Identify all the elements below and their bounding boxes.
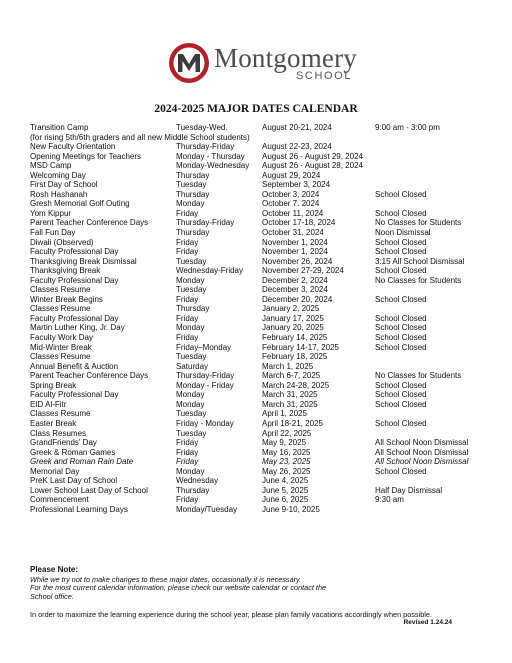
event-days: Thursday-Friday bbox=[176, 218, 235, 228]
table-row bbox=[30, 343, 500, 353]
school-logo bbox=[168, 42, 368, 88]
event-dates: April 22, 2025 bbox=[262, 428, 312, 438]
event-name: Faculty Professional Day bbox=[30, 390, 119, 400]
table-row bbox=[30, 495, 500, 505]
event-days: Friday bbox=[176, 313, 199, 323]
event-dates: October 17-18, 2024 bbox=[262, 218, 336, 228]
event-dates: January 2, 2025 bbox=[262, 304, 320, 314]
event-note: 9:00 am - 3:00 pm bbox=[375, 123, 440, 132]
event-days: Friday bbox=[176, 247, 199, 257]
event-days: Tuesday-Wed. bbox=[176, 123, 228, 132]
event-name: Opening Meetings for Teachers bbox=[30, 151, 142, 161]
event-dates: December 2, 2024 bbox=[262, 275, 328, 285]
table-row bbox=[30, 295, 500, 305]
event-days: Friday bbox=[176, 237, 199, 247]
event-days: Friday bbox=[176, 208, 199, 218]
event-dates: June 6, 2025 bbox=[262, 495, 309, 505]
event-name: Annual Benefit & Auction bbox=[30, 361, 119, 371]
event-dates: June 5, 2025 bbox=[262, 485, 309, 495]
event-name: Easter Break bbox=[30, 418, 77, 428]
event-name: Classes Resume bbox=[30, 352, 91, 362]
event-name: Faculty Work Day bbox=[30, 333, 93, 343]
event-dates: April 18-21, 2025 bbox=[262, 418, 323, 428]
event-days: Friday bbox=[176, 294, 199, 304]
event-days: Monday bbox=[176, 323, 205, 333]
note-title: Please Note: bbox=[30, 565, 79, 574]
event-name: Rosh Hashanah bbox=[30, 189, 88, 199]
table-row bbox=[30, 314, 500, 324]
event-name: Memorial Day bbox=[30, 466, 80, 476]
table-row bbox=[30, 133, 500, 143]
event-days: Friday bbox=[176, 457, 199, 467]
table-row bbox=[30, 419, 500, 429]
event-dates: October 7. 2024 bbox=[262, 199, 320, 209]
logo-school: SCHOOL bbox=[296, 70, 353, 82]
event-note: 3:15 All School Dismissal bbox=[375, 256, 465, 266]
table-row bbox=[30, 257, 500, 267]
event-dates: August 26 - August 29, 2024 bbox=[262, 151, 363, 161]
table-row bbox=[30, 276, 500, 286]
event-note: School Closed bbox=[375, 418, 427, 428]
event-name: Parent Teacher Conference Days bbox=[30, 371, 149, 381]
table-row bbox=[30, 142, 500, 152]
event-note: No Classes for Students bbox=[375, 275, 462, 285]
event-dates: May 26, 2025 bbox=[262, 466, 311, 476]
event-name: Faculty Professional Day bbox=[30, 275, 119, 285]
table-row bbox=[30, 381, 500, 391]
event-note: 9:30 am bbox=[375, 495, 404, 505]
note-line: For the most current calendar information, please check our website calendar or contact the bbox=[30, 583, 327, 593]
event-days: Friday bbox=[176, 447, 199, 457]
table-row bbox=[30, 190, 500, 200]
note-line: While we try not to make changes to these major dates, occasionally it is necessary. bbox=[30, 574, 302, 584]
table-row bbox=[30, 409, 500, 419]
event-days: Monday bbox=[176, 466, 205, 476]
event-days: Friday - Monday bbox=[176, 418, 234, 428]
event-dates: August 29, 2024 bbox=[262, 170, 321, 180]
event-note: School Closed bbox=[375, 323, 427, 333]
event-name: New Faculty Orientation bbox=[30, 142, 116, 152]
event-dates: August 20-21, 2024 bbox=[262, 123, 332, 132]
event-days: Saturday bbox=[176, 361, 209, 371]
event-note: Noon Dismissal bbox=[375, 228, 431, 238]
event-name: Yom Kippur bbox=[30, 208, 72, 218]
table-row bbox=[30, 467, 500, 477]
footer-text: In order to maximize the learning experience during the school year, please plan family vacations accordingly when possible. bbox=[30, 610, 432, 619]
dates-table bbox=[30, 123, 500, 514]
event-dates: January 17, 2025 bbox=[262, 313, 324, 323]
table-row bbox=[30, 266, 500, 276]
event-days: Wednesday-Friday bbox=[176, 266, 243, 276]
table-row bbox=[30, 438, 500, 448]
event-name: MSD Camp bbox=[30, 161, 72, 171]
event-name: First Day of School bbox=[30, 180, 98, 190]
table-row bbox=[30, 429, 500, 439]
event-days: Thursday bbox=[176, 189, 210, 199]
table-row bbox=[30, 333, 500, 343]
event-dates: May 9, 2025 bbox=[262, 438, 307, 448]
page-title: 2024-2025 MAJOR DATES CALENDAR bbox=[154, 103, 358, 115]
event-note: All School Noon Dismissal bbox=[375, 438, 469, 448]
event-dates: August 22-23, 2024 bbox=[262, 142, 332, 152]
event-note: School Closed bbox=[375, 247, 427, 257]
event-dates: November 27-29, 2024 bbox=[262, 266, 344, 276]
event-dates: March 31, 2025 bbox=[262, 390, 318, 400]
event-note: School Closed bbox=[375, 399, 427, 409]
event-name: Martin Luther King, Jr. Day bbox=[30, 323, 125, 333]
event-name: Faculty Professional Day bbox=[30, 247, 119, 257]
event-days: Thursday bbox=[176, 170, 210, 180]
event-dates: October 31, 2024 bbox=[262, 228, 324, 238]
event-days: Thursday-Friday bbox=[176, 142, 235, 152]
event-dates: December 3, 2024 bbox=[262, 285, 328, 295]
event-days: Friday–Monday bbox=[176, 342, 232, 352]
event-note: School Closed bbox=[375, 208, 427, 218]
table-row bbox=[30, 218, 500, 228]
table-row bbox=[30, 304, 500, 314]
please-note bbox=[30, 566, 490, 601]
event-dates: October 11, 2024 bbox=[262, 208, 324, 218]
note-line: School office. bbox=[30, 591, 74, 601]
table-row bbox=[30, 323, 500, 333]
event-dates: December 20, 2024 bbox=[262, 294, 333, 304]
event-name: Winter Break Begins bbox=[30, 294, 103, 304]
event-days: Friday bbox=[176, 438, 199, 448]
event-note: School Closed bbox=[375, 390, 427, 400]
table-row bbox=[30, 400, 500, 410]
revised-date: Revised 1.24.24 bbox=[403, 619, 452, 626]
event-name: Thanksgiving Break Dismissal bbox=[30, 256, 137, 266]
event-days: Monday/Tuesday bbox=[176, 504, 238, 514]
event-note: School Closed bbox=[375, 266, 427, 276]
table-row bbox=[30, 247, 500, 257]
event-dates: March 6-7, 2025 bbox=[262, 371, 321, 381]
event-note: No Classes for Students bbox=[375, 218, 462, 228]
event-dates: April 1, 2025 bbox=[262, 409, 307, 419]
event-dates: March 1, 2025 bbox=[262, 361, 314, 371]
event-note: School Closed bbox=[375, 333, 427, 343]
event-name: Commencement bbox=[30, 495, 89, 505]
event-days: Monday bbox=[176, 199, 205, 209]
event-note: School Closed bbox=[375, 313, 427, 323]
event-note: Half Day Dismissal bbox=[375, 485, 443, 495]
event-days: Monday bbox=[176, 275, 205, 285]
event-note: All School Noon Dismissal bbox=[375, 457, 469, 467]
event-days: Thursday bbox=[176, 228, 210, 238]
event-name: Mid-Winter Break bbox=[30, 342, 92, 352]
event-dates: May 23, 2025 bbox=[262, 457, 311, 467]
event-note: School Closed bbox=[375, 342, 427, 352]
event-dates: June 4, 2025 bbox=[262, 476, 309, 486]
event-note: School Closed bbox=[375, 380, 427, 390]
event-name: Parent Teacher Conference Days bbox=[30, 218, 149, 228]
event-dates: November 26, 2024 bbox=[262, 256, 333, 266]
table-row bbox=[30, 123, 500, 133]
table-row bbox=[30, 448, 500, 458]
event-days: Thursday-Friday bbox=[176, 371, 235, 381]
event-days: Tuesday bbox=[176, 180, 207, 190]
table-row bbox=[30, 171, 500, 181]
event-days: Friday bbox=[176, 333, 199, 343]
event-name: Greek and Roman Rain Date bbox=[30, 457, 134, 467]
event-name: Classes Resume bbox=[30, 409, 91, 419]
event-note: No Classes for Students bbox=[375, 371, 462, 381]
table-row bbox=[30, 209, 500, 219]
event-days: Friday bbox=[176, 495, 199, 505]
event-name: Greek & Roman Games bbox=[30, 447, 116, 457]
montgomery-crest-icon bbox=[168, 42, 210, 84]
event-days: Tuesday bbox=[176, 285, 207, 295]
event-name: Professional Learning Days bbox=[30, 504, 128, 514]
table-row bbox=[30, 390, 500, 400]
event-name: Gresh Memorial Golf Outing bbox=[30, 199, 130, 209]
event-dates: October 3, 2024 bbox=[262, 189, 320, 199]
event-days: Monday - Friday bbox=[176, 380, 234, 390]
event-days: Tuesday bbox=[176, 409, 207, 419]
event-name: Fall Fun Day bbox=[30, 228, 76, 238]
table-row bbox=[30, 505, 500, 515]
event-name: Thanksgiving Break bbox=[30, 266, 101, 276]
event-name: Welcoming Day bbox=[30, 170, 86, 180]
event-days: Monday bbox=[176, 399, 205, 409]
event-dates: June 9-10, 2025 bbox=[262, 504, 320, 514]
event-name: Diwali (Observed) bbox=[30, 237, 94, 247]
event-dates: March 31, 2025 bbox=[262, 399, 318, 409]
table-row bbox=[30, 362, 500, 372]
table-row bbox=[30, 152, 500, 162]
event-days: Tuesday bbox=[176, 352, 207, 362]
event-name: Classes Resume bbox=[30, 285, 91, 295]
event-days: Monday-Wednesday bbox=[176, 161, 250, 171]
event-note: School Closed bbox=[375, 294, 427, 304]
event-days: Monday bbox=[176, 390, 205, 400]
table-row bbox=[30, 457, 500, 467]
event-dates: August 26 - August 28, 2024 bbox=[262, 161, 363, 171]
event-note: School Closed bbox=[375, 466, 427, 476]
table-row bbox=[30, 238, 500, 248]
table-row bbox=[30, 486, 500, 496]
table-row bbox=[30, 476, 500, 486]
table-row bbox=[30, 352, 500, 362]
event-name: Classes Resume bbox=[30, 304, 91, 314]
event-note: School Closed bbox=[375, 189, 427, 199]
event-name: Class Resumes bbox=[30, 428, 87, 438]
event-name: Lower School Last Day of School bbox=[30, 485, 148, 495]
event-name: Spring Break bbox=[30, 380, 77, 390]
event-dates: February 14-17, 2025 bbox=[262, 342, 339, 352]
event-days: Wednesday bbox=[176, 476, 219, 486]
event-dates: February 14, 2025 bbox=[262, 333, 328, 343]
table-row bbox=[30, 161, 500, 171]
event-note: School Closed bbox=[375, 237, 427, 247]
event-name: (for rising 5th/6th graders and all new Middle School students) bbox=[30, 132, 250, 142]
event-name: GrandFriends' Day bbox=[30, 438, 97, 448]
event-days: Tuesday bbox=[176, 428, 207, 438]
event-dates: February 18, 2025 bbox=[262, 352, 328, 362]
event-dates: March 24-28, 2025 bbox=[262, 380, 330, 390]
event-name: PreK Last Day of School bbox=[30, 476, 118, 486]
event-dates: November 1, 2024 bbox=[262, 237, 328, 247]
event-dates: January 20, 2025 bbox=[262, 323, 324, 333]
event-name: Transition Camp bbox=[30, 123, 89, 132]
event-dates: November 1, 2024 bbox=[262, 247, 328, 257]
table-row bbox=[30, 371, 500, 381]
event-dates: September 3, 2024 bbox=[262, 180, 331, 190]
table-row bbox=[30, 285, 500, 295]
table-row bbox=[30, 199, 500, 209]
logo-name: Montgomery bbox=[214, 43, 357, 73]
event-days: Tuesday bbox=[176, 256, 207, 266]
table-row bbox=[30, 180, 500, 190]
event-note: All School Noon Dismissal bbox=[375, 447, 469, 457]
table-row bbox=[30, 228, 500, 238]
event-name: EID Al-Fitr bbox=[30, 399, 67, 409]
event-days: Monday - Thursday bbox=[176, 151, 245, 161]
event-days: Thursday bbox=[176, 485, 210, 495]
event-days: Thursday bbox=[176, 304, 210, 314]
event-name: Faculty Professional Day bbox=[30, 313, 119, 323]
event-dates: May 16, 2025 bbox=[262, 447, 311, 457]
